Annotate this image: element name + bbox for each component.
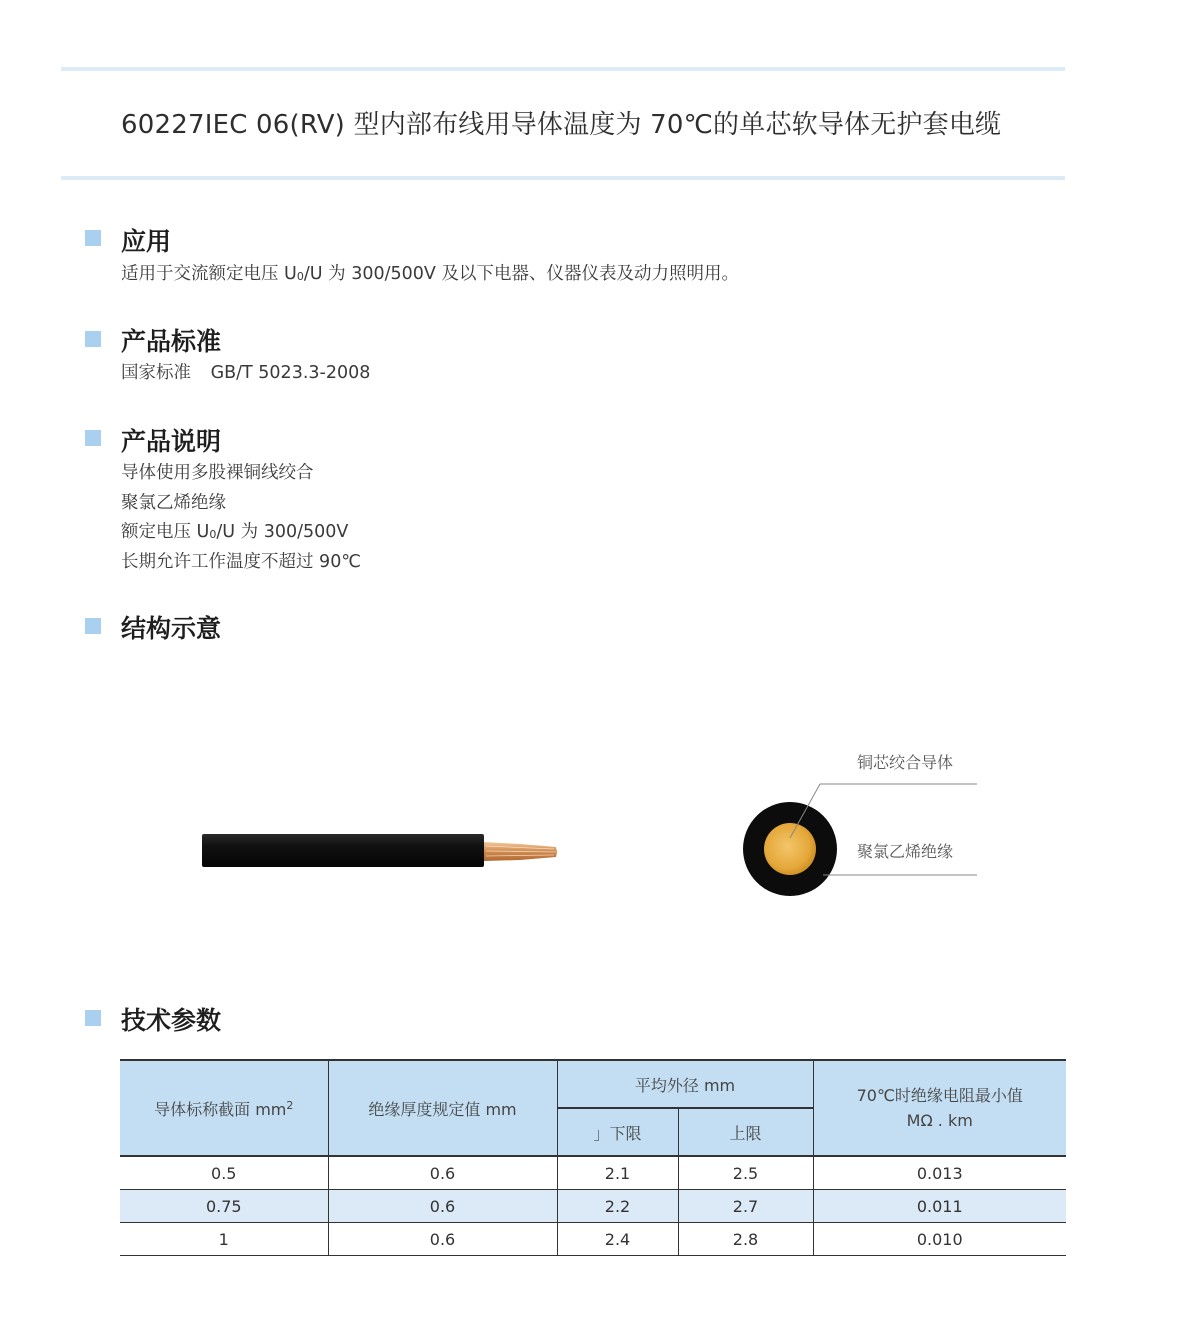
section-heading-application: 应用 <box>121 227 172 256</box>
table-cell: 2.7 <box>678 1190 813 1223</box>
application-text-part2: /U 为 300/500V 及以下电器、仪器仪表及动力照明用。 <box>303 264 739 284</box>
section-heading-standard: 产品标准 <box>121 327 222 356</box>
table-cell: 0.013 <box>813 1156 1066 1190</box>
table-row <box>120 1190 1066 1223</box>
table-cell: 0.011 <box>813 1190 1066 1223</box>
table-cell: 0.6 <box>328 1190 557 1223</box>
description-list <box>121 459 361 577</box>
col-header-outer-diameter: 平均外径 mm <box>557 1060 813 1108</box>
application-text <box>121 260 739 290</box>
page-title: 60227IEC 06(RV) 型内部布线用导体温度为 70℃的单芯软导体无护套电缆 <box>121 110 1002 140</box>
title-divider <box>61 176 1065 180</box>
table-cell: 0.6 <box>328 1223 557 1256</box>
standard-text <box>121 359 370 389</box>
table-cell: 1 <box>120 1223 328 1256</box>
description-line: 聚氯乙烯绝缘 <box>121 492 226 513</box>
description-line <box>121 518 361 548</box>
section-heading-structure: 结构示意 <box>121 614 222 643</box>
application-text-part1: 适用于交流额定电压 U <box>121 264 297 284</box>
description-line: 导体使用多股裸铜线绞合 <box>121 463 314 483</box>
section-bullet-icon <box>85 331 101 347</box>
top-divider <box>61 67 1065 71</box>
cable-cross-section-illustration <box>740 770 990 900</box>
col-header-upper-limit: 上限 <box>678 1108 813 1156</box>
section-heading-parameters: 技术参数 <box>121 1006 222 1035</box>
table-cell: 2.2 <box>557 1190 678 1223</box>
standard-label: 国家标准 <box>121 363 191 383</box>
table-cell: 2.5 <box>678 1156 813 1190</box>
col-header-insulation-resistance: 70℃时绝缘电阻最小值 MΩ . km <box>813 1060 1066 1156</box>
table-cell: 0.010 <box>813 1223 1066 1256</box>
col-header-lower-limit: 」下限 <box>557 1108 678 1156</box>
description-line3-sub: 0 <box>209 528 217 541</box>
section-bullet-icon <box>85 230 101 246</box>
col-header-cross-section: 导体标称截面 $mm^2$ <box>120 1060 328 1156</box>
section-bullet-icon <box>85 430 101 446</box>
standard-value: GB/T 5023.3-2008 <box>210 363 371 383</box>
table-cell: 2.4 <box>557 1223 678 1256</box>
table-cell: 2.1 <box>557 1156 678 1190</box>
table-row <box>120 1156 1066 1190</box>
label-insulation: 聚氯乙烯绝缘 <box>857 842 954 861</box>
section-heading-description: 产品说明 <box>121 427 222 456</box>
section-bullet-icon <box>85 618 101 634</box>
cable-side-view-illustration <box>200 828 562 872</box>
parameters-table <box>120 1059 1066 1256</box>
col-header-insulation-thickness: 绝缘厚度规定值 mm <box>328 1060 557 1156</box>
label-conductor: 铜芯绞合导体 <box>857 753 954 772</box>
table-cell: 2.8 <box>678 1223 813 1256</box>
section-bullet-icon <box>85 1010 101 1026</box>
table-cell: 0.6 <box>328 1156 557 1190</box>
application-text-sub: 0 <box>296 270 304 283</box>
table-cell: 0.5 <box>120 1156 328 1190</box>
description-line3-part2: /U 为 300/500V <box>216 522 349 542</box>
table-row <box>120 1223 1066 1256</box>
description-line: 长期允许工作温度不超过 90℃ <box>121 551 361 572</box>
table-cell: 0.75 <box>120 1190 328 1223</box>
description-line3-part1: 额定电压 U <box>121 522 210 542</box>
